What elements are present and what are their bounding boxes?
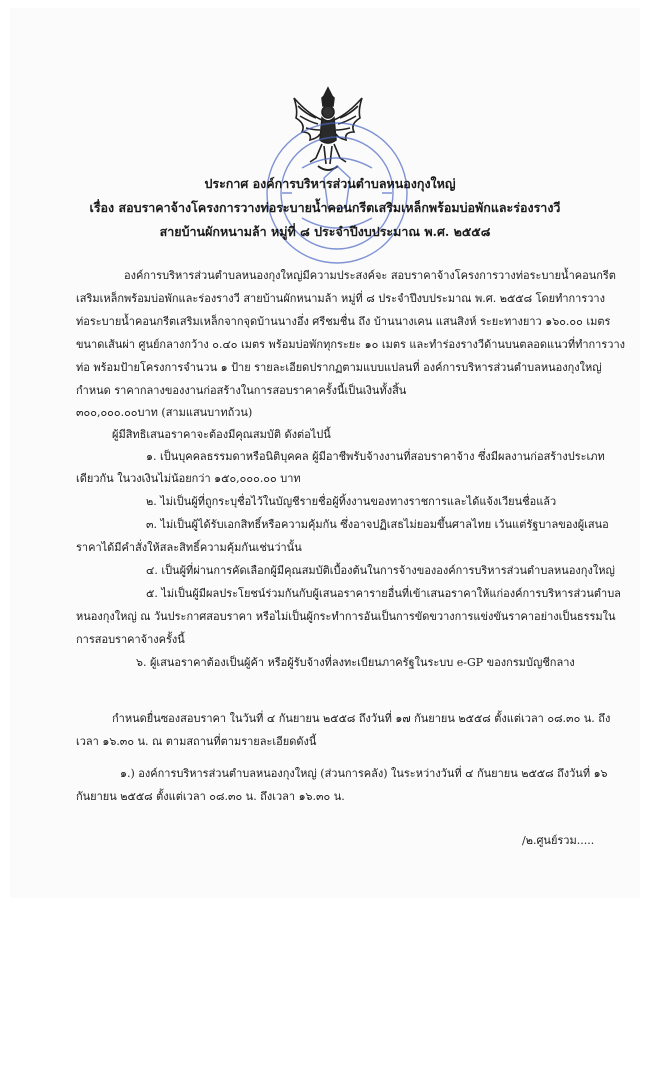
qualification-3: ๓. ไม่เป็นผู้ได้รับเอกสิทธิ์หรือความคุ้มกัน ซึ่งอาจปฏิเสธไม่ยอมขึ้นศาลไทย เว้นแต่รัฐบาลของผู้เสนอ [146, 518, 609, 531]
schedule-item-1: ๑.) องค์การบริหารส่วนตำบลหนองกุงใหญ่ (ส่วนการคลัง) ในระหว่างวันที่ ๔ กันยายน ๒๕๕๘ ถึงวันที่ ๑๖ [120, 767, 608, 780]
schedule-line-1: กำหนดยื่นซองสอบราคา ในวันที่ ๔ กันยายน ๒๕๕๘ ถึงวันที่ ๑๗ กันยายน ๒๕๕๘ ตั้งแต่เวลา ๐๘.๓๐ น. ถึง [112, 712, 611, 725]
qualification-3-cont: ราคาได้มีคำสั่งให้สละสิทธิ์ความคุ้มกันเช่นว่านั้น [76, 541, 302, 554]
qualification-5-cont-2: การสอบราคาจ้างครั้งนี้ [76, 633, 185, 646]
qualifications-heading: ผู้มีสิทธิเสนอราคาจะต้องมีคุณสมบัติ ดังต่อไปนี้ [112, 428, 331, 441]
intro-line-5: ท่อ พร้อมป้ายโครงการจำนวน ๑ ป้าย รายละเอียดปรากฏตามแบบแปลนที่ องค์การบริหารส่วนตำบลหนองกุงใหญ่ [76, 361, 602, 374]
schedule-line-2: เวลา ๑๖.๓๐ น. ณ ตามสถานที่ตามรายละเอียดดังนี้ [76, 735, 317, 748]
announcement-title: ประกาศ องค์การบริหารส่วนตำบลหนองกุงใหญ่ [204, 176, 456, 191]
qualification-1: ๑. เป็นบุคคลธรรมดาหรือนิติบุคคล ผู้มีอาชีพรับจ้างงานที่สอบราคาจ้าง ซึ่งมีผลงานก่อสร้างประเภท [146, 450, 605, 463]
qualification-5-cont: หนองกุงใหญ่ ณ วันประกาศสอบราคา หรือไม่เป็นผู้กระทำการอันเป็นการขัดขวางการแข่งขันราคาอย่างเป็นธรรมใน [76, 610, 616, 623]
schedule-item-1-cont: กันยายน ๒๕๕๘ ตั้งแต่เวลา ๐๘.๓๐ น. ถึงเวลา ๑๖.๓๐ น. [76, 790, 345, 803]
qualification-6: ๖. ผู้เสนอราคาต้องเป็นผู้ค้า หรือผู้รับจ้างที่ลงทะเบียนภาครัฐในระบบ e-GP ของกรมบัญชีกลาง [136, 656, 575, 669]
subject-line-2: สายบ้านผักหนามล้า หมู่ที่ ๘ ประจำปีงบประมาณ พ.ศ. ๒๕๕๘ [159, 224, 491, 239]
intro-line-3: ท่อระบายน้ำคอนกรีตเสริมเหล็กจากจุดบ้านนางอึ่ง ศรีชมชื่น ถึง บ้านนางเคน แสนสิงห์ ระยะทางยาว ๑๖๐.๐๐ เมตร [76, 315, 611, 328]
intro-line-6: กำหนด ราคากลางของงานก่อสร้างในการสอบราคาครั้งนี้เป็นเงินทั้งสิ้น [76, 384, 407, 397]
intro-line-2: เสริมเหล็กพร้อมบ่อพักและร่องรางวี สายบ้านผักหนามล้า หมู่ที่ ๘ ประจำปีงบประมาณ พ.ศ. ๒๕๕๘ โดยทำการวาง [76, 292, 605, 305]
budget-amount: ๓๐๐,๐๐๐.๐๐บาท (สามแสนบาทถ้วน) [76, 406, 253, 419]
round-stamp-icon [262, 118, 412, 268]
intro-line-4: ขนาดเส้นผ่า ศูนย์กลางกว้าง ๐.๔๐ เมตร พร้อมบ่อพักทุกระยะ ๑๐ เมตร และทำร่องรางวีด้านบนตลอดแนวที่ทำการวาง [76, 338, 625, 351]
continued-marker: /๒.ศูนย์รวม..... [522, 834, 595, 847]
qualification-2: ๒. ไม่เป็นผู้ที่ถูกระบุชื่อไว้ในบัญชีรายชื่อผู้ทิ้งงานของทางราชการและได้แจ้งเวียนชื่อแล้ว [146, 495, 557, 508]
qualification-4: ๔. เป็นผู้ที่ผ่านการคัดเลือกผู้มีคุณสมบัติเบื้องต้นในการจ้างขององค์การบริหารส่วนตำบลหนองกุงใหญ่ [146, 564, 615, 577]
qualification-1-cont: เดียวกัน ในวงเงินไม่น้อยกว่า ๑๕๐,๐๐๐.๐๐ บาท [76, 472, 301, 485]
subject-line: เรื่อง สอบราคาจ้างโครงการวางท่อระบายน้ำคอนกรีตเสริมเหล็กพร้อมบ่อพักและร่องรางวี [89, 200, 561, 215]
qualification-5: ๕. ไม่เป็นผู้มีผลประโยชน์ร่วมกันกับผู้เสนอราคารายอื่นที่เข้าเสนอราคาให้แก่องค์การบริหารส่วนตำบล [146, 587, 621, 600]
intro-line-1: องค์การบริหารส่วนตำบลหนองกุงใหญ่มีความประสงค์จะ สอบราคาจ้างโครงการวางท่อระบายน้ำคอนกรีต [124, 269, 616, 282]
